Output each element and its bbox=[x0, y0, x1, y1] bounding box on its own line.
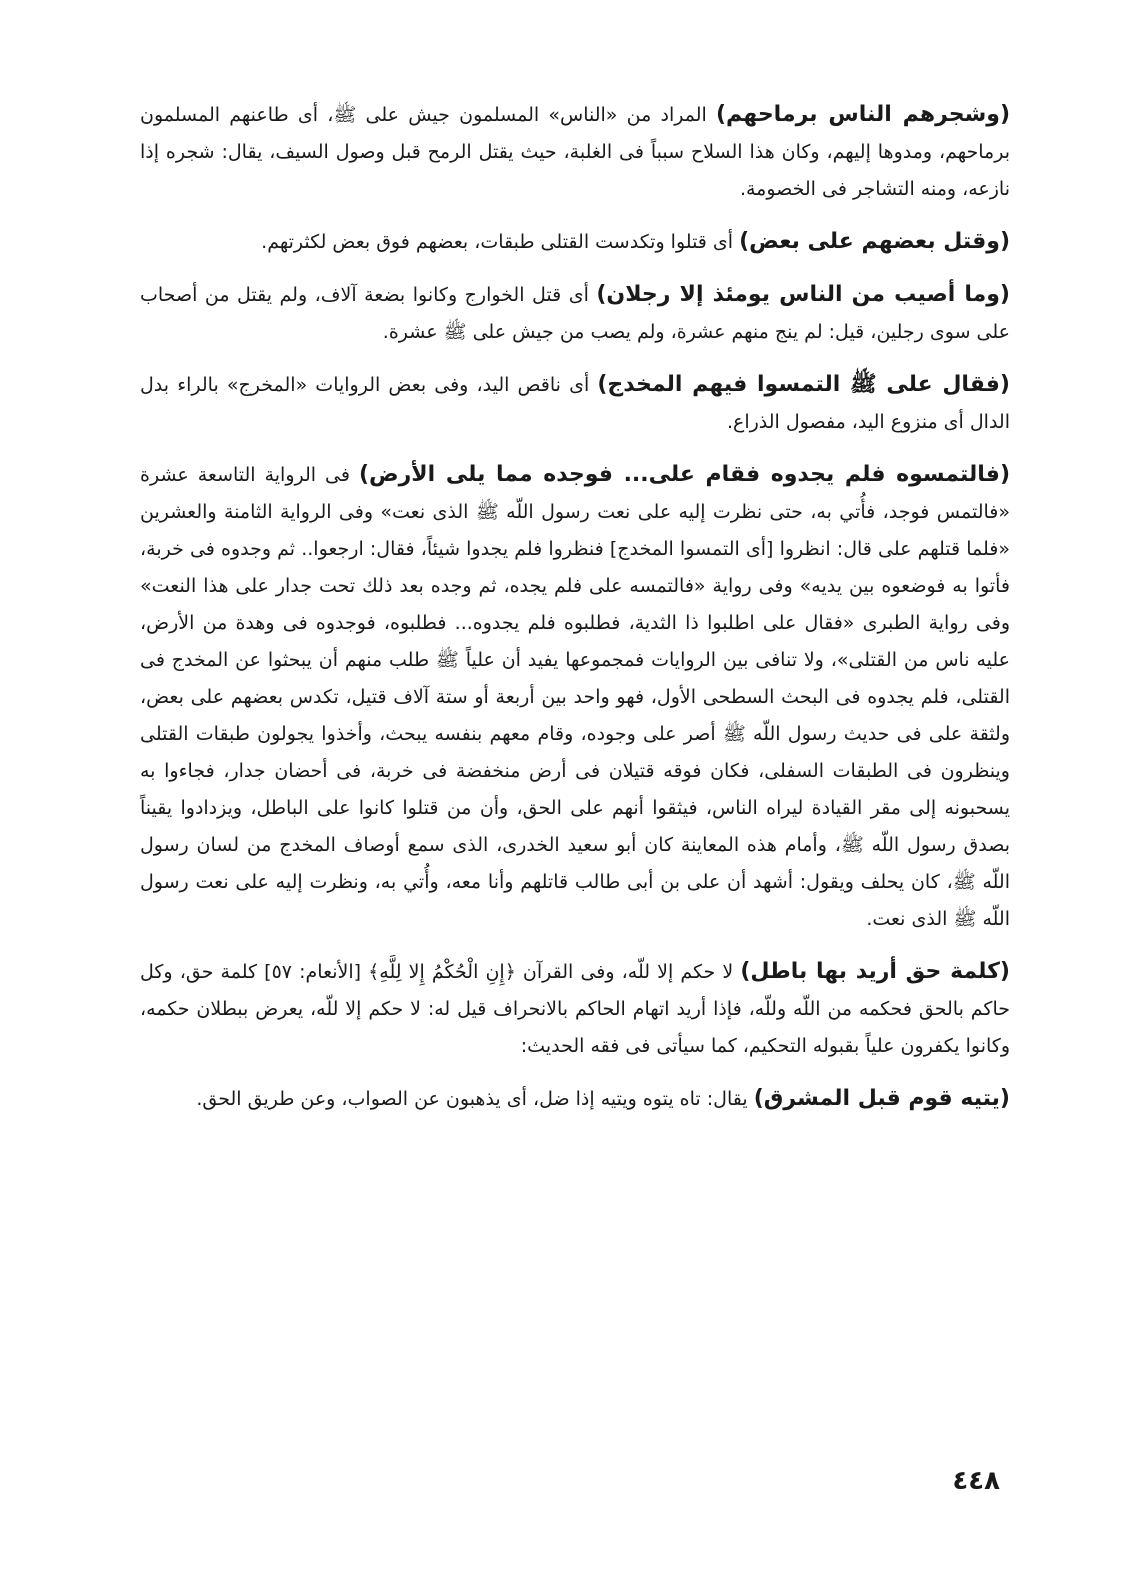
paragraph bbox=[140, 366, 1010, 441]
paragraph-text: يقال: تاه يتوه ويتيه إذا ضل، أى يذهبون عن الصواب، وعن طريق الحق. bbox=[196, 1088, 754, 1110]
paragraph-lemma: (فقال على ﷺ التمسوا فيهم المخدج) bbox=[597, 372, 1010, 397]
paragraph-text: أى ناقص اليد، وفى بعض الروايات «المخرج» بالراء بدل الدال أى منزوع اليد، مفصول الذراع. bbox=[140, 374, 1010, 433]
paragraph-lemma: (يتيه قوم قبل المشرق) bbox=[753, 1086, 1010, 1111]
paragraph bbox=[140, 953, 1010, 1065]
paragraph bbox=[140, 456, 1010, 938]
paragraph bbox=[140, 223, 1010, 261]
paragraph-text: أى قتل الخوارج وكانوا بضعة آلاف، ولم يقتل من أصحاب على سوى رجلين، قيل: لم ينج منهم عشرة، ولم يصب من جيش على ﷺ عشرة. bbox=[140, 284, 1010, 343]
paragraph bbox=[140, 276, 1010, 351]
paragraph-lemma: (وقتل بعضهم على بعض) bbox=[739, 229, 1010, 254]
paragraph-lemma: (وشجرهم الناس برماحهم) bbox=[716, 102, 1010, 127]
paragraph bbox=[140, 1080, 1010, 1118]
paragraph-lemma: (وما أصيب من الناس يومئذ إلا رجلان) bbox=[596, 282, 1010, 307]
paragraph-text: لا حكم إلا للّه، وفى القرآن ﴿إِنِ الْحُكْمُ إِلا لِلَّهِ﴾ [الأنعام: ٥٧] كلمة حق، وكل حاكم بالحق فحكمه من اللّه وللّه، فإذا أريد اتهام الحاكم بالانحراف قيل له: لا حكم إلا للّه، يعرض ببطلان حكمه، وكانوا يكفرون علياً بقبوله التحكيم، كما سيأتى فى فقه الحديث: bbox=[140, 961, 1010, 1057]
page-number: ٤٤٨ bbox=[952, 1466, 1000, 1496]
paragraph-text: أى قتلوا وتكدست القتلى طبقات، بعضهم فوق بعض لكثرتهم. bbox=[261, 231, 740, 253]
paragraph-lemma: (فالتمسوه فلم يجدوه فقام على... فوجده مما يلى الأرض) bbox=[358, 462, 1010, 487]
paragraph-text: المراد من «الناس» المسلمون جيش على ﷺ، أى طاعنهم المسلمون برماحهم، ومدوها إليهم، وكان هذا السلاح سبباً فى الغلبة، حيث يقتل الرمح قبل وصول السيف، يقال: شجره إذا نازعه، ومنه التشاجر فى الخصومة. bbox=[140, 104, 1010, 200]
page-body bbox=[140, 96, 1010, 1133]
paragraph bbox=[140, 96, 1010, 208]
paragraph-lemma: (كلمة حق أريد بها باطل) bbox=[740, 959, 1010, 984]
paragraph-text: فى الرواية التاسعة عشرة «فالتمس فوجد، فأُتي به، حتى نظرت إليه على نعت رسول اللّه ﷺ الذى نعت» وفى الرواية الثامنة والعشرين «فلما قتلهم على قال: انظروا [أى التمسوا المخدج] فنظروا فلم يجدوا شيئاً، فقال: ارجعوا.. ثم وجدوه فى خربة، فأتوا به فوضعوه بين يديه» وفى رواية «فالتمسه على فلم يجده، ثم وجده بعد ذلك تحت جدار على هذا النعت» وفى رواية الطبرى «فقال على اطلبوا ذا الثدية، فطلبوه فلم يجدوه... فطلبوه، فوجدوه فى وهدة من الأرض، عليه ناس من القتلى»، ولا تنافى بين الروايات فمجموعها يفيد أن علياً ﷺ طلب منهم أن يبحثوا عن المخدج فى القتلى، فلم يجدوه فى البحث السطحى الأول، فهو واحد بين أربعة أو ستة آلاف قتيل، تكدس بعضهم على بعض، ولثقة على فى حديث رسول اللّه ﷺ أصر على وجوده، وقام معهم بنفسه يبحث، وأخذوا يجولون طبقات القتلى وينظرون فى الطبقات السفلى، فكان فوقه قتيلان فى أرض منخفضة فى خربة، فى أحضان جدار، فجاءوا به يسحبونه إلى مقر القيادة ليراه الناس، فيثقوا أنهم على الحق، وأن من قتلوا كانوا على الباطل، ويزدادوا يقيناً بصدق رسول اللّه ﷺ، وأمام هذه المعاينة كان أبو سعيد الخدرى، الذى سمع أوصاف المخدج من لسان رسول اللّه ﷺ، كان يحلف ويقول: أشهد أن على بن أبى طالب قاتلهم وأنا معه، وأُتي به، ونظرت إليه على نعت رسول اللّه ﷺ الذى نعت. bbox=[140, 464, 1010, 930]
